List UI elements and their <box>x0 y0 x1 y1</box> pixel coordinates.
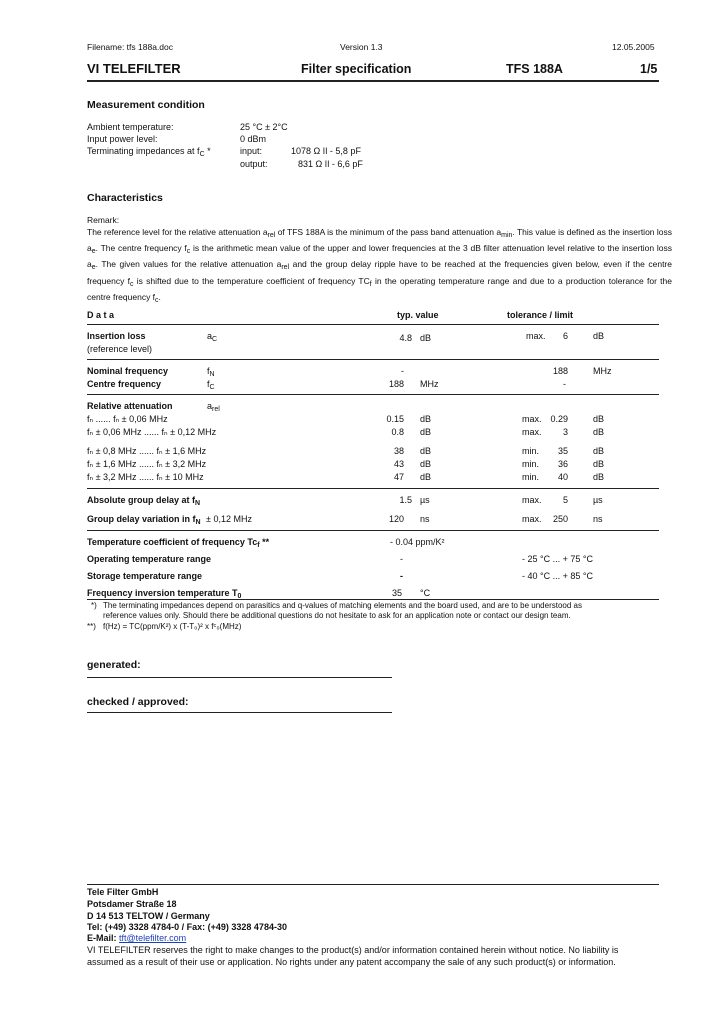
generated-label: generated: <box>87 659 141 671</box>
version: Version 1.3 <box>340 42 383 52</box>
tc-star: ** <box>259 537 270 547</box>
footer-rule <box>87 884 659 885</box>
attenuation-typ: 0.15 <box>386 414 404 424</box>
header-rule <box>87 80 659 82</box>
attenuation-limit-unit: dB <box>593 459 605 469</box>
relatt-sym-sub: rel <box>212 406 220 413</box>
note1-mark: *) <box>91 601 97 610</box>
abs-delay-text: Absolute group delay at f <box>87 495 196 505</box>
insertion-limit-unit: dB <box>593 331 605 341</box>
footer-company: Tele Filter GmbH <box>87 887 159 897</box>
delay-variation-kind: max. <box>522 514 542 524</box>
relative-attenuation-label: Relative attenuation <box>87 401 173 411</box>
remark-text-10: . <box>158 291 161 302</box>
operating-range-limit: - 25 °C ... + 75 °C <box>522 554 593 564</box>
note2-text: f(Hz) = TC(ppm/K²) x (T-T₀)² x fᶜ₀(MHz) <box>103 622 242 631</box>
terminating-label <box>87 146 211 158</box>
relatt-sym-text: a <box>207 401 213 411</box>
remark-sub-8: f <box>369 280 372 288</box>
insertion-unit: dB <box>420 333 432 343</box>
delay-variation-typ: 120 <box>388 514 404 524</box>
attenuation-range: fₙ ± 0,06 MHz ...... fₙ ± 0,12 MHz <box>87 427 217 437</box>
part-number: TFS 188A <box>506 62 563 76</box>
footer-email-label: E-Mail: <box>87 933 120 943</box>
remark-sub-2: min <box>501 232 513 239</box>
input-value: 1078 Ω ǀǀ - 5,8 pF <box>291 146 361 156</box>
centre-frequency-label: Centre frequency <box>87 379 162 389</box>
terminating-sub: C <box>199 151 205 158</box>
note1-line1: The terminating impedances depend on parasitics and q-values of matching elements and the board used, and are to be understood as <box>103 601 582 610</box>
remark-text-6: . The given values for the relative attenuation a <box>95 259 282 270</box>
remark-paragraph <box>87 226 672 307</box>
attenuation-unit: dB <box>420 427 432 437</box>
remark-text-7: and the group delay ripple have to be reached at the frequencies given below, even if the centre frequency f <box>87 259 672 286</box>
remark-text-2: of TFS 188A is the minimum of the pass band attenuation a <box>275 227 502 237</box>
absolute-delay-limit: 5 <box>562 495 568 505</box>
company-name <box>87 61 181 76</box>
delay-variation-limit-unit: ns <box>593 514 603 524</box>
attenuation-limit: 0.29 <box>550 414 568 424</box>
ambient-label: Ambient temperature: <box>87 122 174 132</box>
filename: Filename: tfs 188a.doc <box>87 42 173 52</box>
disclaimer-line2: assumed as a result of their use or application. No rights under any patent accompany the sale of any such product(s) or information. <box>87 957 616 967</box>
remark-text-1: The reference level for the relative attenuation a <box>87 227 268 237</box>
ambient-value: 25 °C ± 2°C <box>240 122 288 132</box>
delay-variation-range: ± 0,12 MHz <box>206 514 252 524</box>
delay-variation-unit: ns <box>420 514 430 524</box>
insertion-limit-kind: max. <box>526 331 546 341</box>
disclaimer-line1: VI TELEFILTER reserves the right to make changes to the product(s) and/or information contained herein without notice. No liability is <box>87 945 619 955</box>
attenuation-rule <box>87 488 659 489</box>
remark-sub-3: e <box>91 248 96 256</box>
absolute-delay-unit: µs <box>420 495 430 505</box>
nominal-typ: - <box>401 366 404 376</box>
inversion-temperature-typ: 35 <box>392 588 403 598</box>
footer-email <box>87 933 186 943</box>
note1-line2: reference values only. Should there be additional questions do not hesitate to ask for an application note or contact our design team. <box>103 611 571 620</box>
remark-text-8: is shifted due to the temperature coefficient of frequency TC <box>133 275 370 286</box>
attenuation-typ: 0.8 <box>391 427 404 437</box>
centre-sym-text: f <box>207 379 210 389</box>
storage-range-typ: - <box>400 571 403 581</box>
attenuation-limit-unit: dB <box>593 446 605 456</box>
attenuation-range: fₙ ± 0,8 MHz ...... fₙ ± 1,6 MHz <box>87 446 207 456</box>
remark-text-5: is the arithmetic mean value of the upper and lower frequencies at the 3 dB filter attenuation level relative to the insertion loss a <box>87 243 672 270</box>
attenuation-limit-unit: dB <box>593 472 605 482</box>
centre-typ: 188 <box>388 379 404 389</box>
remark-sub-7: c <box>129 280 134 288</box>
remark-sub-1: rel <box>267 232 276 239</box>
delay-rule <box>87 530 659 531</box>
insertion-sym-text: a <box>207 331 213 341</box>
centre-unit: MHz <box>420 379 439 389</box>
insertion-sym-sub: C <box>212 336 218 343</box>
remark-sub-5: e <box>91 264 96 272</box>
insertion-symbol <box>207 331 217 343</box>
centre-symbol <box>207 379 215 391</box>
attenuation-limit: 35 <box>557 446 568 456</box>
col-data: D a t a <box>87 310 115 320</box>
remark-sub-9: c <box>155 296 159 304</box>
attenuation-typ: 38 <box>393 446 404 456</box>
tc-sub: f <box>257 542 260 549</box>
inv-text: Frequency inversion temperature T <box>87 588 238 598</box>
remark-text-9: in the operating temperature range and due to a production tolerance for the centre frequency f <box>87 275 672 302</box>
insertion-loss-label: Insertion loss <box>87 331 146 341</box>
attenuation-range: fₙ ± 1,6 MHz ...... fₙ ± 3,2 MHz <box>87 459 207 469</box>
attenuation-unit: dB <box>420 446 432 456</box>
temperature-rule <box>87 599 659 600</box>
attenuation-unit: dB <box>420 414 432 424</box>
absolute-delay-limit-unit: µs <box>593 495 603 505</box>
email-link[interactable]: tft@telefilter.com <box>119 933 187 943</box>
inv-sub: 0 <box>237 593 242 600</box>
terminating-star: * <box>204 146 211 156</box>
tc-text: Temperature coefficient of frequency Tc <box>87 537 258 547</box>
col-typ-value: typ. value <box>397 310 439 320</box>
attenuation-limit-kind: min. <box>522 459 540 469</box>
input-label: input: <box>240 146 263 156</box>
nominal-sym-sub: N <box>209 371 215 378</box>
generated-line[interactable] <box>87 677 392 678</box>
centre-limit: - <box>563 379 566 389</box>
reference-level-label: (reference level) <box>87 344 153 354</box>
header-date: 12.05.2005 <box>612 42 655 52</box>
power-label: Input power level: <box>87 134 158 144</box>
attenuation-unit: dB <box>420 472 432 482</box>
document-title: Filter specification <box>301 62 412 76</box>
characteristics-heading: Characteristics <box>87 192 163 204</box>
output-label: output: <box>240 159 268 169</box>
attenuation-limit-kind: max. <box>522 427 542 437</box>
storage-range-limit: - 40 °C ... + 85 °C <box>522 571 593 581</box>
attenuation-unit: dB <box>420 459 432 469</box>
remark-text-4: . The centre frequency f <box>95 243 187 254</box>
absolute-delay-typ: 1.5 <box>399 495 412 505</box>
table-header-rule <box>87 324 659 325</box>
attenuation-limit-kind: min. <box>522 446 540 456</box>
tc-typ: - 0.04 ppm/K² <box>390 537 445 547</box>
operating-range-label: Operating temperature range <box>87 554 212 564</box>
attenuation-range: fₙ ± 3,2 MHz ...... fₙ ± 10 MHz <box>87 472 204 482</box>
page-number: 1/5 <box>640 62 658 76</box>
attenuation-limit: 3 <box>562 427 568 437</box>
power-value: 0 dBm <box>240 134 267 144</box>
footer-phone: Tel: (+49) 3328 4784-0 / Fax: (+49) 3328 4784-30 <box>87 922 287 932</box>
var-delay-sub: N <box>195 519 201 526</box>
note2-mark: **) <box>87 622 96 631</box>
nominal-sym-text: f <box>207 366 210 376</box>
frequency-rule <box>87 394 659 395</box>
absolute-delay-kind: max. <box>522 495 542 505</box>
attenuation-range: fₙ ...... fₙ ± 0,06 MHz <box>87 414 168 424</box>
inversion-temperature-unit: °C <box>420 588 431 598</box>
company-label: VI TELEFILTER <box>87 61 181 76</box>
nominal-frequency-label: Nominal frequency <box>87 366 169 376</box>
storage-range-label: Storage temperature range <box>87 571 203 581</box>
attenuation-typ: 43 <box>393 459 404 469</box>
tc-label <box>87 537 269 549</box>
remark-sub-6: rel <box>281 264 290 272</box>
remark-sub-4: c <box>186 248 191 256</box>
delay-variation-limit: 250 <box>552 514 568 524</box>
remark-label: Remark: <box>87 215 120 225</box>
attenuation-limit-kind: min. <box>522 472 540 482</box>
delay-variation-label <box>87 514 201 526</box>
var-delay-text: Group delay variation in f <box>87 514 196 524</box>
terminating-text: Terminating impedances at f <box>87 146 200 156</box>
attenuation-limit-unit: dB <box>593 414 605 424</box>
footer-city: D 14 513 TELTOW / Germany <box>87 911 210 921</box>
insertion-rule <box>87 359 659 360</box>
centre-sym-sub: C <box>209 384 215 391</box>
attenuation-limit-unit: dB <box>593 427 605 437</box>
checked-label: checked / approved: <box>87 696 189 708</box>
footer-street: Potsdamer Straße 18 <box>87 899 177 909</box>
relative-attenuation-symbol <box>207 401 220 413</box>
attenuation-typ: 47 <box>393 472 404 482</box>
absolute-delay-label <box>87 495 200 507</box>
measurement-heading: Measurement condition <box>87 99 205 111</box>
abs-delay-sub: N <box>195 500 201 507</box>
checked-line[interactable] <box>87 712 392 713</box>
col-tolerance: tolerance / limit <box>507 310 574 320</box>
nominal-limit: 188 <box>552 366 568 376</box>
insertion-typ: 4.8 <box>399 333 412 343</box>
remark-text-3: . This value is defined as the insertion loss a <box>87 227 673 254</box>
attenuation-limit: 40 <box>557 472 568 482</box>
operating-range-typ: - <box>400 554 403 564</box>
insertion-limit: 6 <box>562 331 568 341</box>
attenuation-limit-kind: max. <box>522 414 542 424</box>
output-value: 831 Ω ǀǀ - 6,6 pF <box>298 159 363 169</box>
nominal-limit-unit: MHz <box>593 366 612 376</box>
attenuation-limit: 36 <box>557 459 568 469</box>
nominal-symbol <box>207 366 215 378</box>
